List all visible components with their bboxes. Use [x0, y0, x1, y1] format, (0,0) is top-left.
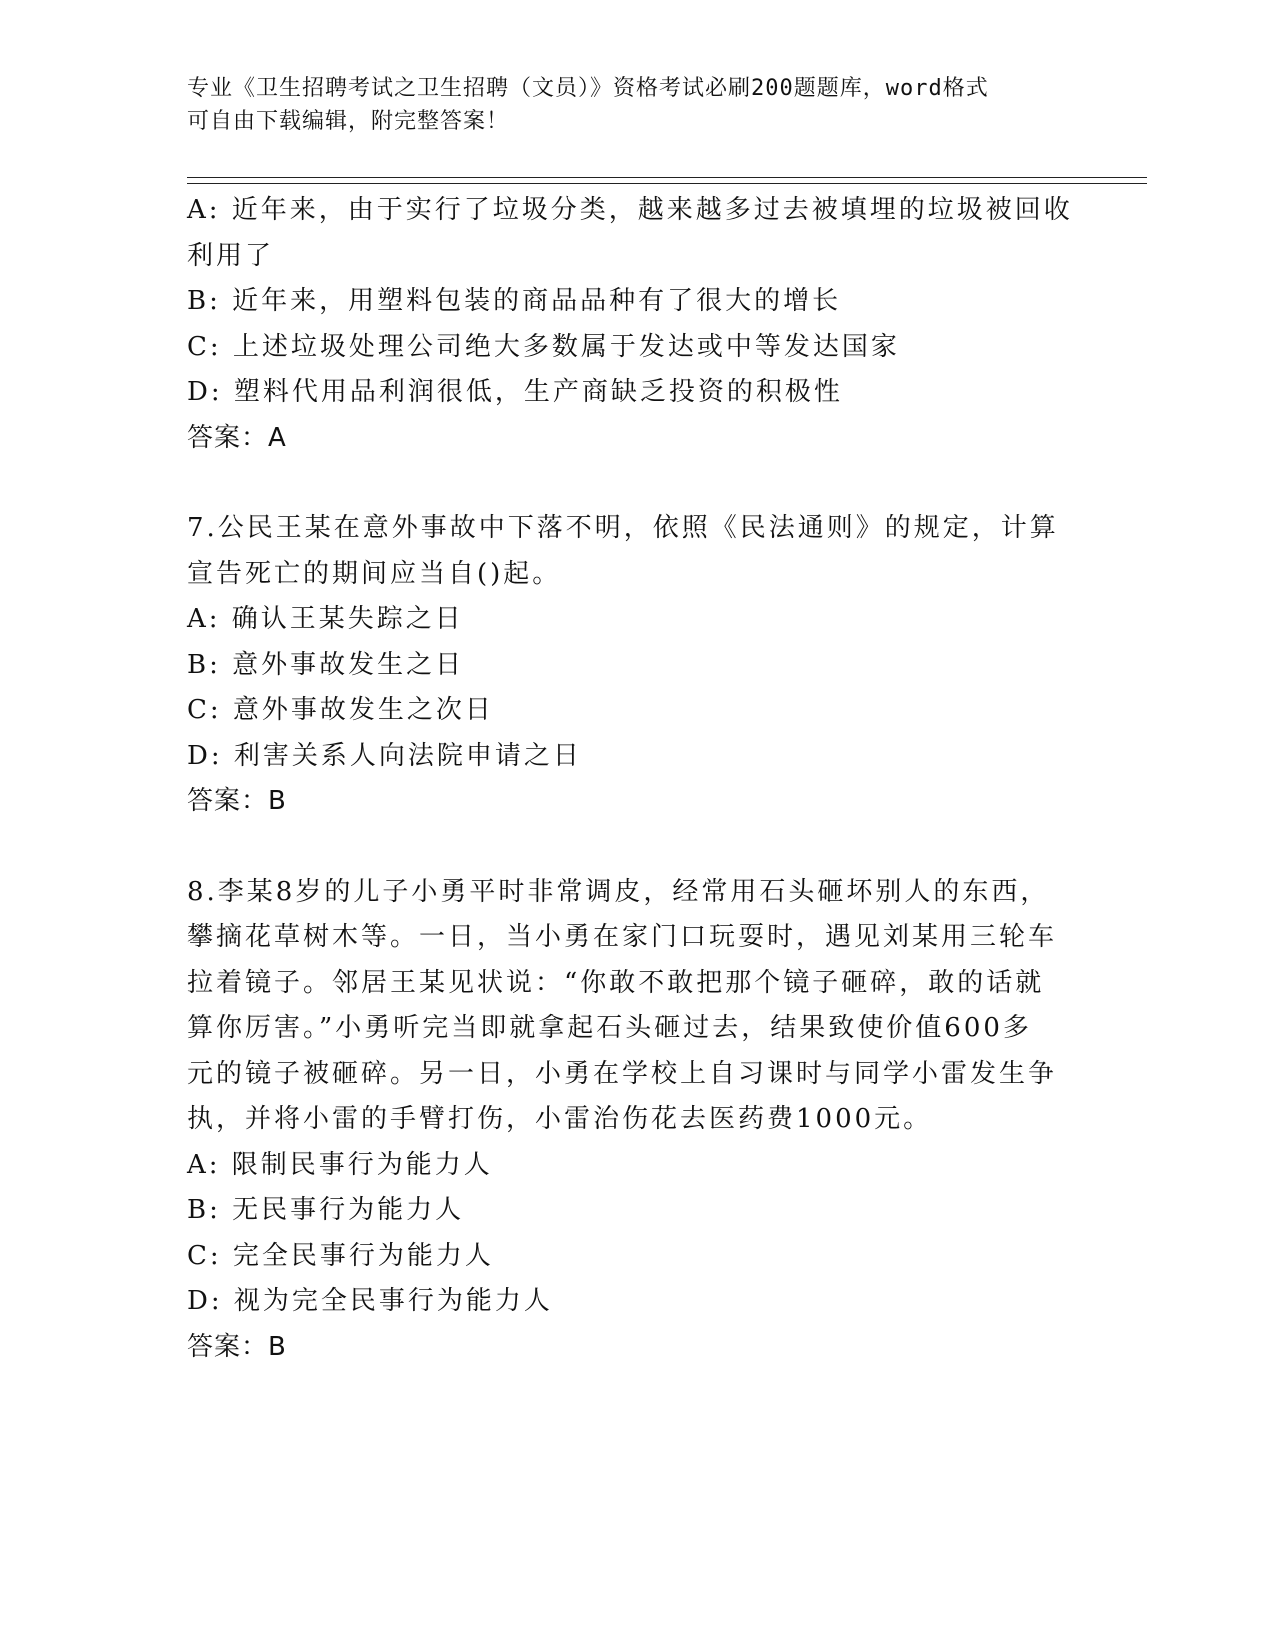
header-line-1: 专业《卫生招聘考试之卫生招聘（文员）》资格考试必刷200题题库，word格式 [187, 76, 989, 101]
header-line-2: 可自由下载编辑，附完整答案！ [187, 109, 510, 134]
document-header [187, 72, 1087, 138]
header-divider [187, 177, 1147, 184]
q6-option-a-line-2: 利用了 [187, 240, 275, 271]
q7-option-d: D: 利害关系人向法院申请之日 [187, 740, 582, 771]
q7-option-a: A: 确认王某失踪之日 [187, 604, 464, 634]
q6-option-a-line-1: A: 近年来，由于实行了垃圾分类，越来越多过去被填埋的垃圾被回收 [187, 195, 1073, 225]
q8-question-line-1: 8.李某8岁的儿子小勇平时非常调皮，经常用石头砸坏别人的东西， [187, 876, 1050, 907]
spacer [187, 825, 1087, 870]
q8-option-a: A: 限制民事行为能力人 [187, 1149, 493, 1180]
q7-question-line-1: 7.公民王某在意外事故中下落不明，依照《民法通则》的规定，计算 [187, 513, 1059, 543]
q6-answer: 答案：A [187, 422, 287, 453]
q8-option-b: B: 无民事行为能力人 [187, 1195, 465, 1225]
q8-option-c: C: 完全民事行为能力人 [187, 1240, 494, 1271]
question-6-block [187, 188, 1087, 461]
q8-option-d: D: 视为完全民事行为能力人 [187, 1286, 553, 1316]
question-content [187, 188, 1087, 1370]
question-8-block [187, 870, 1087, 1371]
q7-question-line-2: 宣告死亡的期间应当自()起。 [187, 558, 562, 589]
spacer [187, 461, 1087, 506]
q8-question-line-4: 算你厉害。”小勇听完当即就拿起石头砸过去，结果致使价值600多 [187, 1013, 1032, 1043]
q8-question-line-6: 执，并将小雷的手臂打伤，小雷治伤花去医药费1000元。 [187, 1104, 933, 1134]
q8-question-line-2: 攀摘花草树木等。一日，当小勇在家门口玩耍时，遇见刘某用三轮车 [187, 922, 1058, 952]
q8-answer: 答案：B [187, 1331, 287, 1362]
q6-option-b: B: 近年来，用塑料包装的商品品种有了很大的增长 [187, 286, 842, 316]
q6-option-c: C: 上述垃圾处理公司绝大多数属于发达或中等发达国家 [187, 331, 900, 362]
q8-question-line-5: 元的镜子被砸碎。另一日，小勇在学校上自习课时与同学小雷发生争 [187, 1058, 1058, 1089]
q7-answer: 答案：B [187, 786, 287, 816]
q8-question-line-3: 拉着镜子。邻居王某见状说：“你敢不敢把那个镜子砸碎，敢的话就 [187, 967, 1045, 998]
q7-option-c: C: 意外事故发生之次日 [187, 695, 494, 725]
q6-option-d: D: 塑料代用品利润很低，生产商缺乏投资的积极性 [187, 377, 843, 407]
q7-option-b: B: 意外事故发生之日 [187, 649, 465, 680]
question-7-block [187, 506, 1087, 825]
